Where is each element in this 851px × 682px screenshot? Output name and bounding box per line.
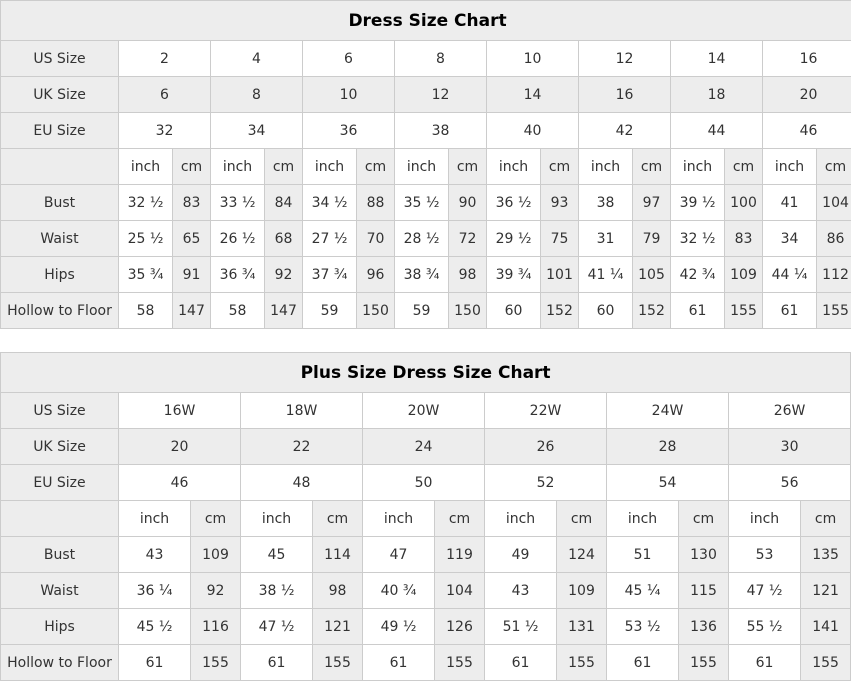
measure-cm-cell: 147 [173,293,211,329]
measure-cm-cell: 155 [435,645,485,681]
measure-cm-cell: 83 [173,185,211,221]
measure-inch-cell: 45 ¼ [607,573,679,609]
measure-inch-cell: 35 ¾ [119,257,173,293]
size-value-cell: 28 [607,429,729,465]
unit-header-cm: cm [191,501,241,537]
measure-inch-cell: 42 ¾ [671,257,725,293]
size-value-cell: 2 [119,41,211,77]
measure-cm-cell: 65 [173,221,211,257]
measure-inch-cell: 49 ½ [363,609,435,645]
measure-inch-cell: 61 [241,645,313,681]
measure-cm-cell: 150 [449,293,487,329]
unit-row-empty-label [1,501,119,537]
size-value-cell: 12 [579,41,671,77]
measure-cm-cell: 119 [435,537,485,573]
size-value-cell: 20 [119,429,241,465]
measure-cm-cell: 124 [557,537,607,573]
measure-inch-cell: 58 [211,293,265,329]
row-label: EU Size [1,465,119,501]
row-label: Hollow to Floor [1,293,119,329]
size-value-cell: 14 [671,41,763,77]
measure-inch-cell: 29 ½ [487,221,541,257]
measure-cm-cell: 105 [633,257,671,293]
unit-header-cm: cm [817,149,851,185]
size-value-cell: 48 [241,465,363,501]
measure-inch-cell: 59 [395,293,449,329]
size-value-cell: 16 [763,41,851,77]
unit-header-inch: inch [607,501,679,537]
size-value-cell: 16 [579,77,671,113]
measure-cm-cell: 91 [173,257,211,293]
measure-cm-cell: 152 [633,293,671,329]
unit-header-inch: inch [303,149,357,185]
measure-inch-cell: 47 [363,537,435,573]
measure-inch-cell: 34 ½ [303,185,357,221]
measure-inch-cell: 49 [485,537,557,573]
measure-inch-cell: 38 ¾ [395,257,449,293]
unit-header-cm: cm [633,149,671,185]
measure-cm-cell: 92 [265,257,303,293]
measure-cm-cell: 98 [449,257,487,293]
measure-inch-cell: 36 ¾ [211,257,265,293]
row-label: UK Size [1,77,119,113]
measure-inch-cell: 33 ½ [211,185,265,221]
measure-inch-cell: 38 ½ [241,573,313,609]
measure-inch-cell: 40 ¾ [363,573,435,609]
measure-cm-cell: 109 [725,257,763,293]
measure-inch-cell: 39 ½ [671,185,725,221]
size-value-cell: 24 [363,429,485,465]
size-value-cell: 42 [579,113,671,149]
size-value-cell: 22W [485,393,607,429]
measure-cm-cell: 100 [725,185,763,221]
measure-cm-cell: 155 [191,645,241,681]
row-label: Hollow to Floor [1,645,119,681]
measure-cm-cell: 155 [801,645,851,681]
size-value-cell: 6 [303,41,395,77]
unit-header-cm: cm [557,501,607,537]
size-value-cell: 32 [119,113,211,149]
measure-cm-cell: 97 [633,185,671,221]
size-value-cell: 10 [303,77,395,113]
size-value-cell: 26W [729,393,851,429]
measure-cm-cell: 68 [265,221,303,257]
size-value-cell: 40 [487,113,579,149]
measure-inch-cell: 41 ¼ [579,257,633,293]
measure-cm-cell: 109 [191,537,241,573]
unit-row-empty-label [1,149,119,185]
measure-inch-cell: 37 ¾ [303,257,357,293]
row-label: US Size [1,41,119,77]
measure-inch-cell: 61 [485,645,557,681]
measure-cm-cell: 75 [541,221,579,257]
dress-size-chart-table [0,0,851,329]
unit-header-inch: inch [395,149,449,185]
measure-cm-cell: 155 [313,645,363,681]
table-title: Dress Size Chart [1,1,851,41]
measure-inch-cell: 45 ½ [119,609,191,645]
measure-cm-cell: 155 [679,645,729,681]
size-value-cell: 18 [671,77,763,113]
measure-cm-cell: 141 [801,609,851,645]
unit-header-inch: inch [363,501,435,537]
measure-inch-cell: 58 [119,293,173,329]
measure-inch-cell: 35 ½ [395,185,449,221]
measure-cm-cell: 112 [817,257,851,293]
measure-inch-cell: 53 [729,537,801,573]
measure-inch-cell: 26 ½ [211,221,265,257]
measure-inch-cell: 61 [671,293,725,329]
size-value-cell: 34 [211,113,303,149]
unit-header-inch: inch [119,149,173,185]
row-label: UK Size [1,429,119,465]
measure-inch-cell: 36 ¼ [119,573,191,609]
plus-size-dress-size-chart-table [0,352,851,681]
measure-cm-cell: 96 [357,257,395,293]
size-value-cell: 38 [395,113,487,149]
size-value-cell: 20 [763,77,851,113]
measure-inch-cell: 27 ½ [303,221,357,257]
measure-inch-cell: 32 ½ [119,185,173,221]
measure-cm-cell: 109 [557,573,607,609]
measure-cm-cell: 155 [725,293,763,329]
unit-header-inch: inch [485,501,557,537]
measure-inch-cell: 55 ½ [729,609,801,645]
row-label: Bust [1,537,119,573]
unit-header-cm: cm [449,149,487,185]
size-value-cell: 10 [487,41,579,77]
measure-inch-cell: 51 ½ [485,609,557,645]
row-label: Waist [1,573,119,609]
measure-inch-cell: 60 [579,293,633,329]
measure-inch-cell: 31 [579,221,633,257]
measure-inch-cell: 45 [241,537,313,573]
measure-inch-cell: 43 [119,537,191,573]
measure-cm-cell: 126 [435,609,485,645]
size-value-cell: 8 [395,41,487,77]
measure-inch-cell: 61 [363,645,435,681]
unit-header-cm: cm [173,149,211,185]
measure-cm-cell: 115 [679,573,729,609]
unit-header-cm: cm [801,501,851,537]
measure-cm-cell: 130 [679,537,729,573]
measure-inch-cell: 32 ½ [671,221,725,257]
row-label: EU Size [1,113,119,149]
unit-header-cm: cm [313,501,363,537]
measure-inch-cell: 25 ½ [119,221,173,257]
measure-cm-cell: 88 [357,185,395,221]
measure-inch-cell: 59 [303,293,357,329]
measure-inch-cell: 60 [487,293,541,329]
size-value-cell: 6 [119,77,211,113]
measure-inch-cell: 39 ¾ [487,257,541,293]
unit-header-inch: inch [729,501,801,537]
size-value-cell: 50 [363,465,485,501]
size-value-cell: 36 [303,113,395,149]
measure-inch-cell: 61 [119,645,191,681]
size-value-cell: 26 [485,429,607,465]
measure-cm-cell: 101 [541,257,579,293]
row-label: Hips [1,609,119,645]
size-value-cell: 54 [607,465,729,501]
measure-cm-cell: 136 [679,609,729,645]
measure-cm-cell: 155 [817,293,851,329]
measure-cm-cell: 90 [449,185,487,221]
size-value-cell: 52 [485,465,607,501]
size-value-cell: 46 [119,465,241,501]
table-title: Plus Size Dress Size Chart [1,353,851,393]
measure-cm-cell: 104 [435,573,485,609]
unit-header-cm: cm [357,149,395,185]
measure-inch-cell: 28 ½ [395,221,449,257]
unit-header-inch: inch [241,501,313,537]
measure-inch-cell: 61 [729,645,801,681]
measure-cm-cell: 92 [191,573,241,609]
size-value-cell: 14 [487,77,579,113]
unit-header-cm: cm [265,149,303,185]
measure-cm-cell: 79 [633,221,671,257]
unit-header-inch: inch [119,501,191,537]
size-value-cell: 18W [241,393,363,429]
size-value-cell: 24W [607,393,729,429]
measure-inch-cell: 61 [763,293,817,329]
row-label: Waist [1,221,119,257]
unit-header-cm: cm [435,501,485,537]
unit-header-cm: cm [725,149,763,185]
unit-header-inch: inch [211,149,265,185]
size-value-cell: 20W [363,393,485,429]
measure-cm-cell: 135 [801,537,851,573]
unit-header-inch: inch [487,149,541,185]
size-value-cell: 8 [211,77,303,113]
measure-inch-cell: 43 [485,573,557,609]
measure-cm-cell: 98 [313,573,363,609]
measure-cm-cell: 152 [541,293,579,329]
measure-cm-cell: 150 [357,293,395,329]
measure-cm-cell: 147 [265,293,303,329]
measure-cm-cell: 83 [725,221,763,257]
measure-cm-cell: 131 [557,609,607,645]
unit-header-inch: inch [671,149,725,185]
size-value-cell: 12 [395,77,487,113]
measure-inch-cell: 44 ¼ [763,257,817,293]
row-label: US Size [1,393,119,429]
size-value-cell: 22 [241,429,363,465]
measure-inch-cell: 41 [763,185,817,221]
measure-cm-cell: 116 [191,609,241,645]
size-value-cell: 16W [119,393,241,429]
measure-inch-cell: 61 [607,645,679,681]
unit-header-inch: inch [763,149,817,185]
measure-cm-cell: 121 [313,609,363,645]
measure-inch-cell: 34 [763,221,817,257]
measure-cm-cell: 84 [265,185,303,221]
measure-cm-cell: 121 [801,573,851,609]
measure-cm-cell: 72 [449,221,487,257]
unit-header-inch: inch [579,149,633,185]
measure-cm-cell: 70 [357,221,395,257]
measure-inch-cell: 36 ½ [487,185,541,221]
measure-inch-cell: 47 ½ [241,609,313,645]
measure-inch-cell: 38 [579,185,633,221]
size-value-cell: 4 [211,41,303,77]
measure-inch-cell: 53 ½ [607,609,679,645]
size-value-cell: 44 [671,113,763,149]
measure-inch-cell: 51 [607,537,679,573]
row-label: Bust [1,185,119,221]
measure-cm-cell: 93 [541,185,579,221]
row-label: Hips [1,257,119,293]
measure-cm-cell: 104 [817,185,851,221]
measure-cm-cell: 114 [313,537,363,573]
unit-header-cm: cm [679,501,729,537]
size-value-cell: 30 [729,429,851,465]
size-value-cell: 56 [729,465,851,501]
unit-header-cm: cm [541,149,579,185]
measure-cm-cell: 86 [817,221,851,257]
measure-cm-cell: 155 [557,645,607,681]
measure-inch-cell: 47 ½ [729,573,801,609]
size-value-cell: 46 [763,113,851,149]
